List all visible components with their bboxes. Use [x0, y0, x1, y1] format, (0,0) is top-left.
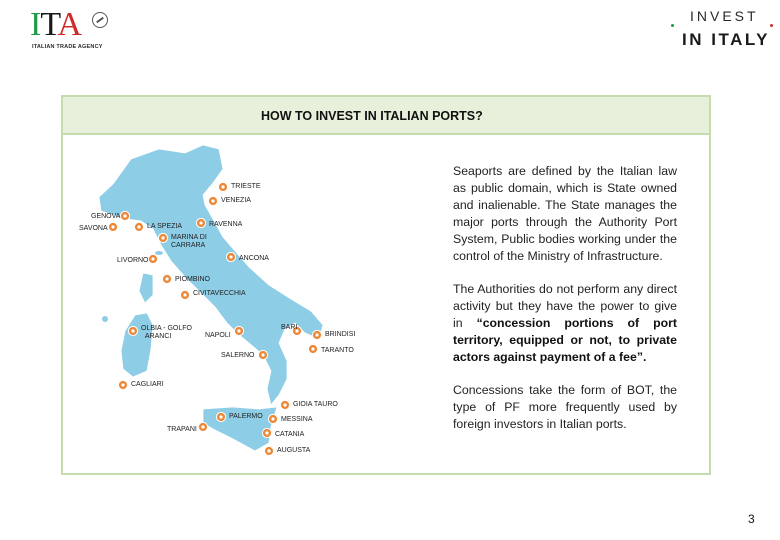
invest-in-italy-logo: [668, 6, 778, 52]
port-marker-center-la-spezia: [137, 225, 140, 228]
ita-logo-letter-a: A: [57, 6, 81, 43]
port-marker-center-salerno: [261, 353, 264, 356]
port-marker-center-augusta: [267, 449, 270, 452]
ita-logo-letters: [30, 8, 81, 42]
paragraph-authorities-emphasis: “concession portions of port territory, equipped or not, to private actors against payment of a fee”.: [453, 315, 677, 364]
port-marker-center-ancona: [229, 255, 232, 258]
page-number: 3: [748, 512, 755, 526]
port-label-augusta: AUGUSTA: [277, 447, 311, 454]
ita-logo-subtitle: ITALIAN TRADE AGENCY: [32, 44, 103, 50]
port-label-trieste: TRIESTE: [231, 183, 261, 190]
port-label-catania: CATANIA: [275, 431, 305, 438]
port-marker-center-ravenna: [199, 221, 202, 224]
port-label-la-spezia: LA SPEZIA: [147, 223, 183, 230]
text-column: [453, 163, 677, 449]
port-marker-center-catania: [265, 431, 268, 434]
port-marker-center-trieste: [221, 185, 224, 188]
elba-island-shape: [155, 251, 163, 255]
port-label-napoli: NAPOLI: [205, 332, 231, 339]
invest-logo-line1: INVEST: [690, 8, 759, 24]
port-label-cagliari: CAGLIARI: [131, 381, 164, 388]
ita-emblem-icon: [92, 12, 108, 28]
port-marker-center-cagliari: [121, 383, 124, 386]
port-label-ancona: ANCONA: [239, 255, 269, 262]
port-label-livorno: LIVORNO: [117, 257, 149, 264]
port-marker-center-brindisi: [315, 333, 318, 336]
port-marker-center-olbia-golfo-aranci: [131, 329, 134, 332]
paragraph-authorities-intro: The Authorities do not perform any direct activity but they have the power to give in: [453, 281, 677, 330]
port-label-olbia-golfo-aranci: OLBIA - GOLFO ARANCI: [141, 325, 192, 340]
slide-title: HOW TO INVEST IN ITALIAN PORTS?: [261, 109, 483, 123]
port-marker-center-civitavecchia: [183, 293, 186, 296]
paragraph-concessions: Concessions take the form of BOT, the type of PF more frequently used by foreign investors in Italian ports.: [453, 382, 677, 431]
title-bar: [63, 97, 709, 135]
red-dot-icon: [770, 24, 773, 27]
ita-logo-letter-i: I: [30, 6, 41, 43]
italy-ports-map: [73, 139, 373, 469]
port-label-savona: SAVONA: [79, 225, 108, 232]
paragraph-authorities: [453, 281, 677, 366]
port-marker-center-livorno: [151, 257, 154, 260]
port-label-palermo: PALERMO: [229, 413, 263, 420]
corsica-shape: [139, 273, 153, 303]
port-label-genova: GENOVA: [91, 213, 121, 220]
port-marker-center-piombino: [165, 277, 168, 280]
port-label-bari: BARI: [281, 324, 298, 331]
port-label-trapani: TRAPANI: [167, 426, 197, 433]
port-marker-center-gioia-tauro: [283, 403, 286, 406]
port-label-salerno: SALERNO: [221, 352, 255, 359]
port-marker-center-napoli: [237, 329, 240, 332]
port-label-messina: MESSINA: [281, 416, 313, 423]
port-label-civitavecchia: CIVITAVECCHIA: [193, 290, 246, 297]
port-label-ravenna: RAVENNA: [209, 221, 243, 228]
port-marker-center-genova: [123, 214, 126, 217]
port-label-piombino: PIOMBINO: [175, 276, 211, 283]
port-label-brindisi: BRINDISI: [325, 331, 356, 338]
port-label-marina-di-carrara: MARINA DI CARRARA: [171, 234, 207, 249]
invest-logo-line2: IN ITALY: [682, 30, 771, 49]
port-marker-center-messina: [271, 417, 274, 420]
minor-island-shape: [102, 316, 108, 322]
content-box: [61, 95, 711, 475]
port-marker-center-palermo: [219, 415, 222, 418]
port-marker-center-savona: [111, 225, 114, 228]
port-label-gioia-tauro: GIOIA TAURO: [293, 401, 338, 408]
ita-logo-letter-t: T: [40, 6, 58, 43]
port-marker-center-venezia: [211, 199, 214, 202]
sardinia-shape: [121, 313, 153, 377]
green-dot-icon: [671, 24, 674, 27]
port-marker-center-taranto: [311, 347, 314, 350]
port-label-venezia: VENEZIA: [221, 197, 251, 204]
port-label-taranto: TARANTO: [321, 347, 354, 354]
paragraph-port-definition: Seaports are defined by the Italian law as public domain, which is State owned and inalienable. The State manages the major ports through the Authority Port System, Public bodies working under the control of the Ministry of Infrastructure.: [453, 164, 677, 263]
port-marker-center-marina-di-carrara: [161, 236, 164, 239]
ita-logo: [30, 8, 120, 53]
italy-map-graphic: [73, 139, 373, 469]
port-marker-center-trapani: [201, 425, 204, 428]
